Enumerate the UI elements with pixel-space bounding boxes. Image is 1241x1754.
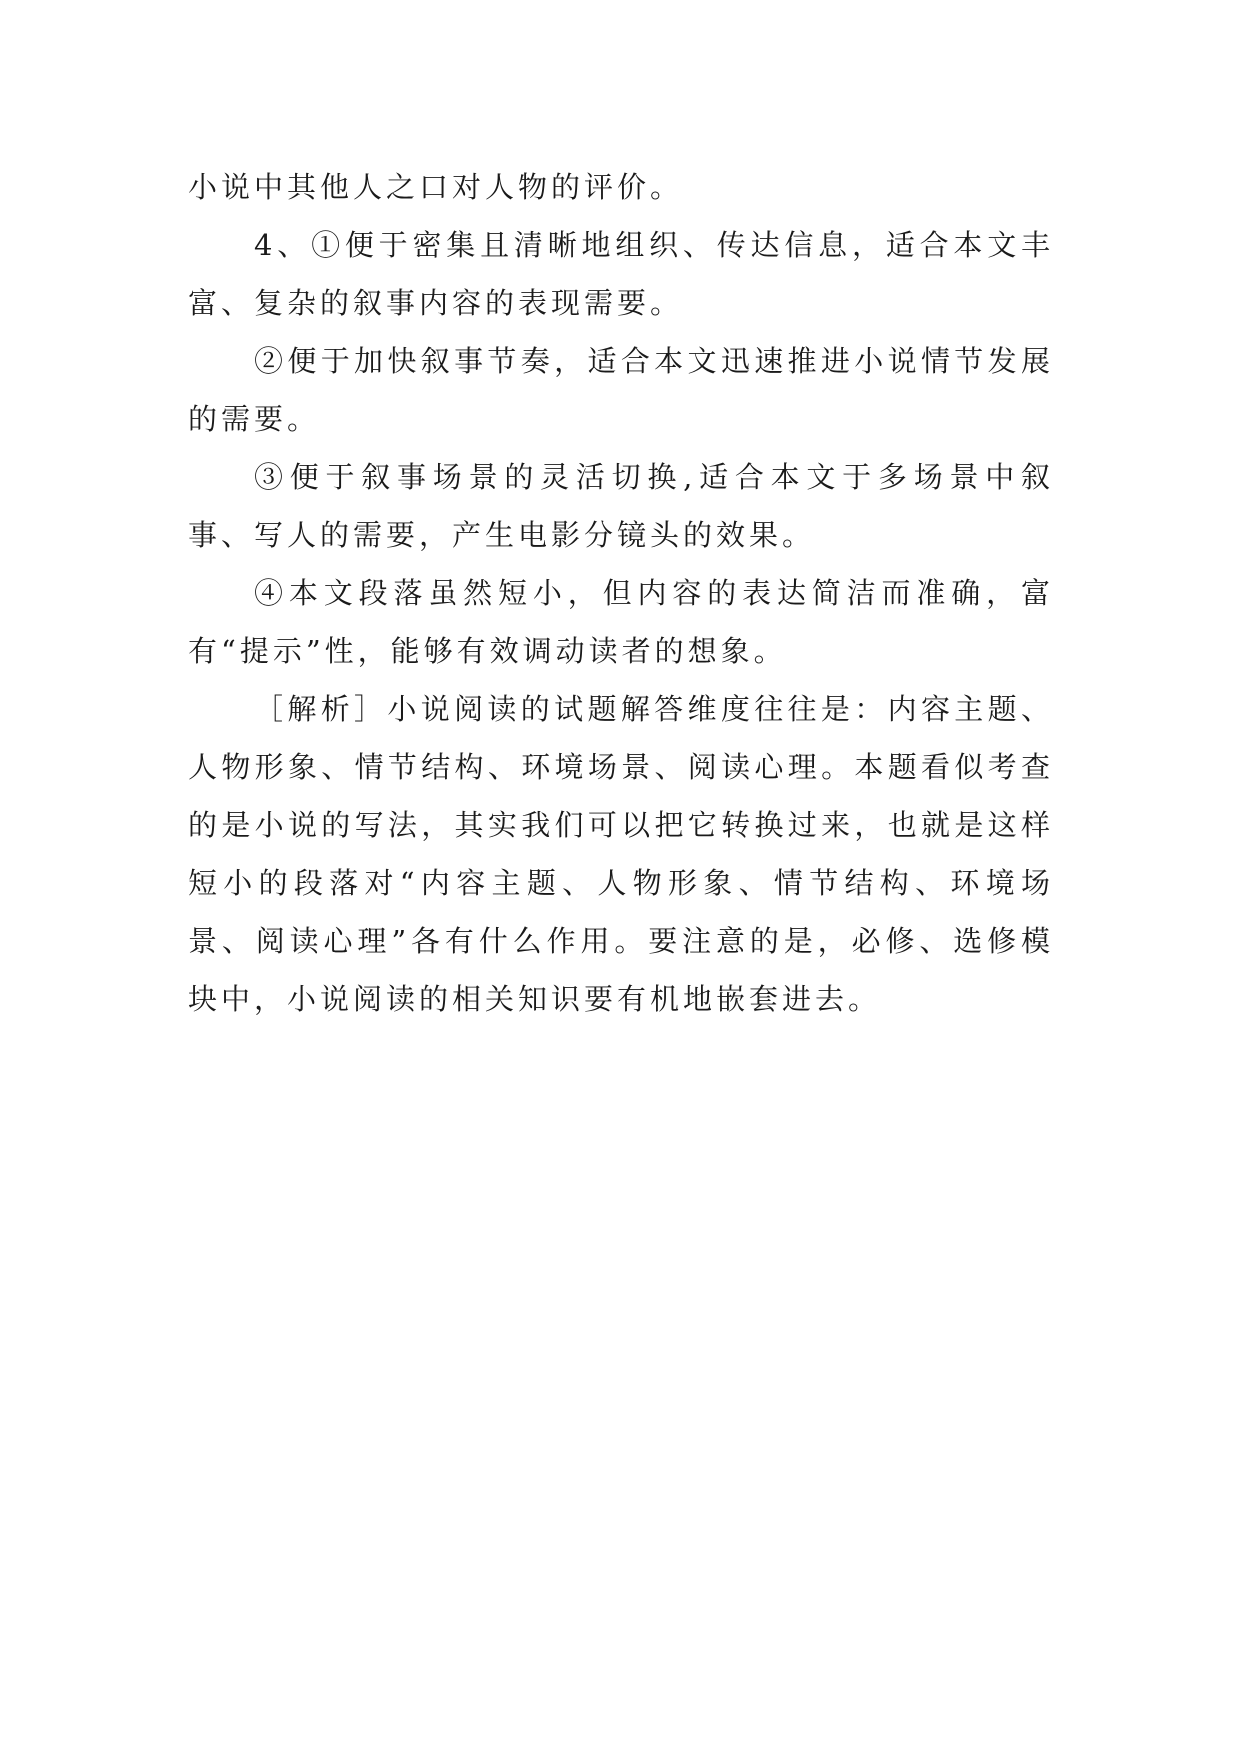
paragraph-answer-4-point-2: ②便于加快叙事节奏，适合本文迅速推进小说情节发展的需要。 [188, 344, 1054, 436]
document-body [188, 158, 1054, 1028]
paragraph-continuation: 小说中其他人之口对人物的评价。 [188, 170, 684, 204]
paragraph-answer-4-point-4: ④本文段落虽然短小，但内容的表达简洁而准确，富有“提示”性，能够有效调动读者的想象。 [188, 576, 1054, 668]
paragraph-answer-4-point-1: 4、①便于密集且清晰地组织、传达信息，适合本文丰富、复杂的叙事内容的表现需要。 [188, 228, 1054, 320]
paragraph-answer-4-point-3: ③便于叙事场景的灵活切换,适合本文于多场景中叙事、写人的需要，产生电影分镜头的效果。 [188, 460, 1054, 552]
paragraph-analysis: ［解析］小说阅读的试题解答维度往往是：内容主题、人物形象、情节结构、环境场景、阅读心理。本题看似考查的是小说的写法，其实我们可以把它转换过来，也就是这样短小的段落对“内容主题、人物形象、情节结构、环境场景、阅读心理”各有什么作用。要注意的是，必修、选修模块中，小说阅读的相关知识要有机地嵌套进去。 [188, 692, 1054, 1016]
